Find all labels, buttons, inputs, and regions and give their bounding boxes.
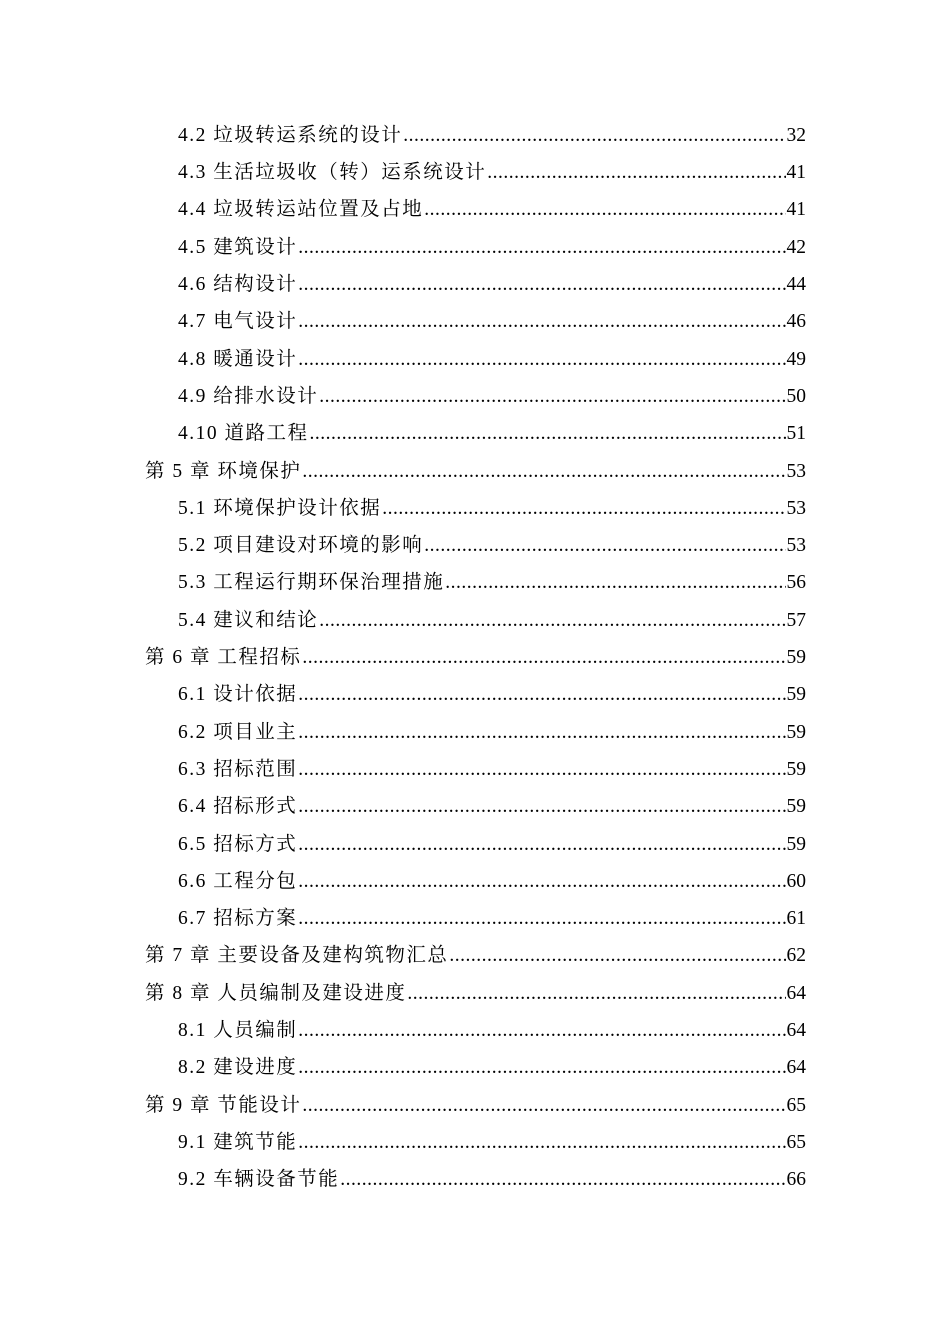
toc-page-number: 59 bbox=[786, 721, 806, 743]
toc-entry-line bbox=[178, 835, 806, 855]
toc-entry-title: 6.1 设计依据 bbox=[178, 684, 298, 706]
toc-entry-line bbox=[145, 984, 806, 1004]
toc-section-entry[interactable] bbox=[0, 788, 950, 825]
toc-entry-line bbox=[178, 312, 806, 332]
toc-section-entry[interactable] bbox=[0, 527, 950, 564]
toc-dot-leader bbox=[445, 573, 785, 593]
toc-page-number: 42 bbox=[786, 236, 806, 258]
toc-page-number: 50 bbox=[786, 385, 806, 407]
toc-entry-title: 4.7 电气设计 bbox=[178, 311, 298, 333]
toc-page-number: 53 bbox=[786, 535, 806, 557]
toc-entry-title: 4.9 给排水设计 bbox=[178, 385, 319, 407]
toc-page-number: 53 bbox=[786, 497, 806, 519]
toc-entry-title: 4.4 垃圾转运站位置及占地 bbox=[178, 199, 424, 221]
toc-section-entry[interactable] bbox=[0, 192, 950, 229]
toc-page-number: 51 bbox=[786, 423, 806, 445]
toc-entry-line bbox=[178, 163, 806, 183]
toc-dot-leader bbox=[298, 1058, 785, 1078]
toc-entry-title: 6.6 工程分包 bbox=[178, 870, 298, 892]
toc-entry-line bbox=[145, 648, 806, 668]
toc-dot-leader bbox=[298, 872, 785, 892]
toc-chapter-entry[interactable] bbox=[0, 938, 950, 975]
toc-section-entry[interactable] bbox=[0, 1012, 950, 1049]
toc-section-entry[interactable] bbox=[0, 602, 950, 639]
toc-dot-leader bbox=[424, 536, 785, 556]
toc-entry-line bbox=[178, 350, 806, 370]
toc-chapter-entry[interactable] bbox=[0, 1087, 950, 1124]
toc-entry-title: 9.1 建筑节能 bbox=[178, 1131, 298, 1153]
toc-page-number: 65 bbox=[786, 1131, 806, 1153]
toc-entry-line bbox=[145, 462, 806, 482]
toc-page-number: 41 bbox=[786, 162, 806, 184]
toc-dot-leader bbox=[487, 163, 785, 183]
toc-entry-line bbox=[178, 573, 806, 593]
toc-entry-line bbox=[178, 723, 806, 743]
toc-section-entry[interactable] bbox=[0, 229, 950, 266]
toc-dot-leader bbox=[319, 611, 785, 631]
toc-entry-title: 4.6 结构设计 bbox=[178, 274, 298, 296]
toc-dot-leader bbox=[302, 1096, 785, 1116]
toc-section-entry[interactable] bbox=[0, 565, 950, 602]
toc-dot-leader bbox=[340, 1170, 785, 1190]
toc-page-number: 59 bbox=[786, 684, 806, 706]
toc-entry-line bbox=[178, 387, 806, 407]
toc-entry-title: 6.3 招标范围 bbox=[178, 758, 298, 780]
toc-dot-leader bbox=[298, 909, 785, 929]
toc-page-number: 44 bbox=[786, 274, 806, 296]
toc-dot-leader bbox=[407, 984, 785, 1004]
toc-dot-leader bbox=[403, 126, 785, 146]
toc-page-number: 66 bbox=[786, 1169, 806, 1191]
toc-entry-title: 6.4 招标形式 bbox=[178, 796, 298, 818]
toc-page-number: 59 bbox=[786, 647, 806, 669]
toc-section-entry[interactable] bbox=[0, 490, 950, 527]
toc-entry-line bbox=[178, 275, 806, 295]
toc-dot-leader bbox=[298, 1133, 785, 1153]
toc-section-entry[interactable] bbox=[0, 266, 950, 303]
toc-entry-line bbox=[178, 499, 806, 519]
toc-chapter-entry[interactable] bbox=[0, 975, 950, 1012]
toc-page-number: 64 bbox=[786, 1057, 806, 1079]
toc-dot-leader bbox=[298, 238, 785, 258]
toc-entry-title: 4.3 生活垃圾收（转）运系统设计 bbox=[178, 162, 487, 184]
toc-entry-line bbox=[178, 797, 806, 817]
toc-page-number: 59 bbox=[786, 758, 806, 780]
toc-entry-title: 第 8 章 人员编制及建设进度 bbox=[145, 982, 407, 1004]
toc-dot-leader bbox=[310, 424, 786, 444]
toc-dot-leader bbox=[298, 760, 785, 780]
toc-entry-title: 4.8 暖通设计 bbox=[178, 348, 298, 370]
toc-dot-leader bbox=[424, 200, 785, 220]
toc-entry-title: 8.2 建设进度 bbox=[178, 1057, 298, 1079]
toc-section-entry[interactable] bbox=[0, 1161, 950, 1198]
toc-dot-leader bbox=[382, 499, 785, 519]
toc-page-number: 57 bbox=[786, 609, 806, 631]
toc-section-entry[interactable] bbox=[0, 714, 950, 751]
toc-dot-leader bbox=[319, 387, 785, 407]
toc-entry-title: 第 5 章 环境保护 bbox=[145, 460, 302, 482]
toc-entry-line bbox=[178, 909, 806, 929]
toc-entry-line bbox=[178, 1058, 806, 1078]
toc-dot-leader bbox=[298, 797, 785, 817]
toc-section-entry[interactable] bbox=[0, 378, 950, 415]
toc-page-number: 64 bbox=[786, 1020, 806, 1042]
toc-page-number: 64 bbox=[786, 982, 806, 1004]
toc-page-number: 41 bbox=[786, 199, 806, 221]
toc-page-number: 53 bbox=[786, 460, 806, 482]
toc-section-entry[interactable] bbox=[0, 1124, 950, 1161]
toc-entry-title: 4.5 建筑设计 bbox=[178, 236, 298, 258]
toc-dot-leader bbox=[449, 946, 785, 966]
toc-entry-line bbox=[178, 424, 806, 444]
toc-page-number: 60 bbox=[786, 870, 806, 892]
toc-entry-title: 6.5 招标方式 bbox=[178, 833, 298, 855]
toc-entry-line bbox=[178, 1133, 806, 1153]
toc-entry-line bbox=[178, 200, 806, 220]
toc-dot-leader bbox=[298, 1021, 785, 1041]
toc-page-number: 59 bbox=[786, 833, 806, 855]
toc-page-number: 65 bbox=[786, 1094, 806, 1116]
toc-dot-leader bbox=[302, 462, 785, 482]
toc-entry-line bbox=[178, 611, 806, 631]
toc-section-entry[interactable] bbox=[0, 415, 950, 452]
toc-dot-leader bbox=[298, 275, 785, 295]
toc-dot-leader bbox=[298, 685, 785, 705]
toc-section-entry[interactable] bbox=[0, 341, 950, 378]
toc-dot-leader bbox=[298, 312, 785, 332]
toc-entry-line bbox=[178, 238, 806, 258]
toc-entry-line bbox=[178, 126, 806, 146]
toc-entry-title: 8.1 人员编制 bbox=[178, 1020, 298, 1042]
toc-page-number: 46 bbox=[786, 311, 806, 333]
toc-page-number: 32 bbox=[786, 124, 806, 146]
toc-section-entry[interactable] bbox=[0, 303, 950, 340]
toc-entry-title: 4.2 垃圾转运系统的设计 bbox=[178, 124, 403, 146]
toc-entry-line bbox=[178, 1170, 806, 1190]
toc-entry-line bbox=[178, 685, 806, 705]
toc-entry-line bbox=[178, 872, 806, 892]
toc-section-entry[interactable] bbox=[0, 117, 950, 154]
table-of-contents bbox=[0, 117, 950, 1199]
toc-entry-title: 5.3 工程运行期环保治理措施 bbox=[178, 572, 445, 594]
toc-dot-leader bbox=[298, 835, 785, 855]
toc-entry-title: 5.2 项目建设对环境的影响 bbox=[178, 535, 424, 557]
toc-page-number: 49 bbox=[786, 348, 806, 370]
toc-entry-line bbox=[178, 536, 806, 556]
toc-section-entry[interactable] bbox=[0, 826, 950, 863]
toc-section-entry[interactable] bbox=[0, 751, 950, 788]
toc-section-entry[interactable] bbox=[0, 154, 950, 191]
toc-page-number: 59 bbox=[786, 796, 806, 818]
toc-section-entry[interactable] bbox=[0, 900, 950, 937]
toc-chapter-entry[interactable] bbox=[0, 639, 950, 676]
toc-page-number: 61 bbox=[786, 908, 806, 930]
toc-chapter-entry[interactable] bbox=[0, 453, 950, 490]
toc-entry-title: 第 9 章 节能设计 bbox=[145, 1094, 302, 1116]
toc-entry-line bbox=[145, 946, 806, 966]
toc-entry-line bbox=[145, 1096, 806, 1116]
toc-entry-title: 6.7 招标方案 bbox=[178, 908, 298, 930]
toc-dot-leader bbox=[298, 723, 785, 743]
toc-section-entry[interactable] bbox=[0, 863, 950, 900]
toc-entry-title: 第 6 章 工程招标 bbox=[145, 647, 302, 669]
toc-entry-title: 6.2 项目业主 bbox=[178, 721, 298, 743]
toc-entry-title: 第 7 章 主要设备及建构筑物汇总 bbox=[145, 945, 449, 967]
toc-dot-leader bbox=[302, 648, 785, 668]
toc-entry-line bbox=[178, 760, 806, 780]
toc-entry-title: 5.4 建议和结论 bbox=[178, 609, 319, 631]
toc-section-entry[interactable] bbox=[0, 676, 950, 713]
toc-entry-title: 9.2 车辆设备节能 bbox=[178, 1169, 340, 1191]
toc-page-number: 56 bbox=[786, 572, 806, 594]
toc-page-number: 62 bbox=[786, 945, 806, 967]
toc-entry-title: 5.1 环境保护设计依据 bbox=[178, 497, 382, 519]
toc-section-entry[interactable] bbox=[0, 1049, 950, 1086]
toc-entry-title: 4.10 道路工程 bbox=[178, 423, 309, 445]
toc-entry-line bbox=[178, 1021, 806, 1041]
toc-dot-leader bbox=[298, 350, 785, 370]
